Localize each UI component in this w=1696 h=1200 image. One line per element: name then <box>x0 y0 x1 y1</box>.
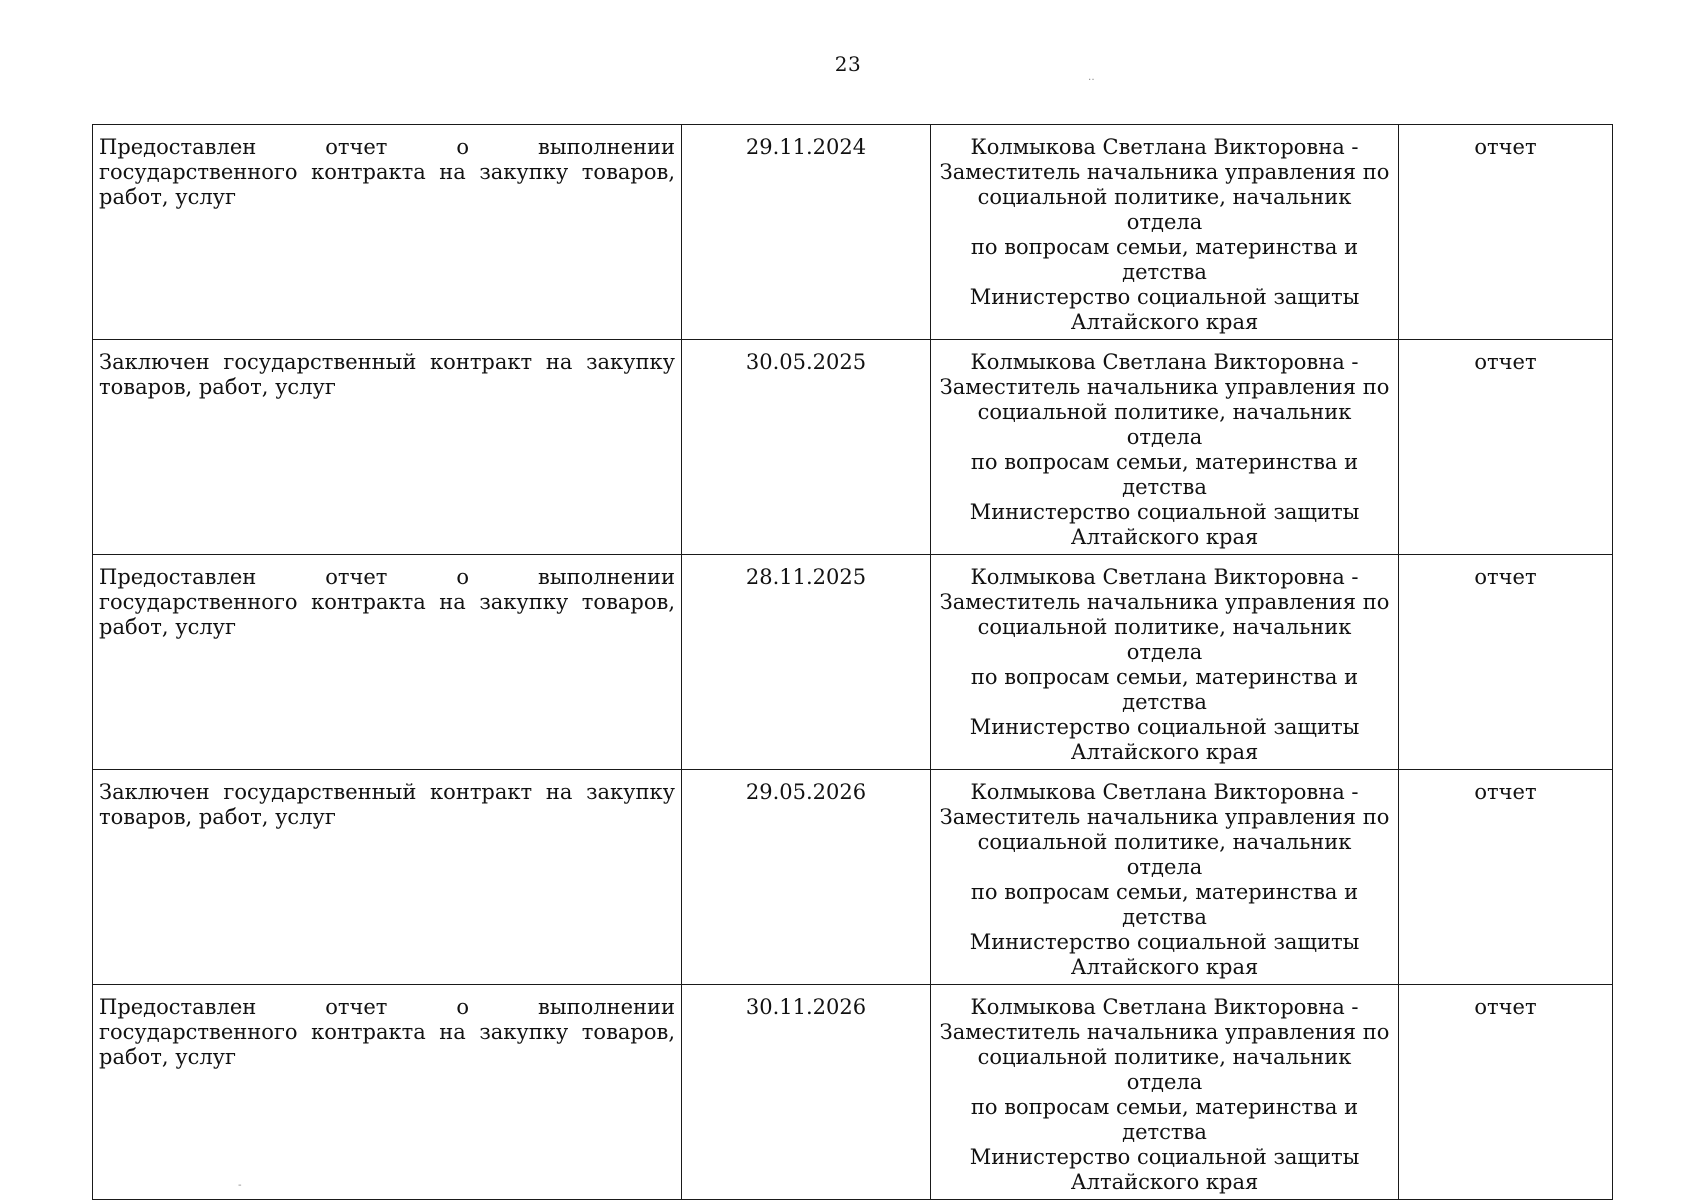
responsible-line: детства <box>1122 1120 1207 1144</box>
date-cell: 29.05.2026 <box>682 770 931 985</box>
responsible-cell <box>931 125 1399 340</box>
responsible-line: социальной политике, начальник отдела <box>977 185 1352 234</box>
responsible-line: Колмыкова Светлана Викторовна - <box>970 565 1359 589</box>
responsible-line: Алтайского края <box>1070 740 1259 764</box>
responsible-line: Министерство социальной защиты <box>969 930 1360 954</box>
date-cell: 30.05.2025 <box>682 340 931 555</box>
table-row <box>93 770 1613 985</box>
responsible-line: Министерство социальной защиты <box>969 715 1360 739</box>
responsible-line: Министерство социальной защиты <box>969 285 1360 309</box>
responsible-line: Заместитель начальника управления по <box>939 1020 1390 1044</box>
responsible-line: социальной политике, начальник отдела <box>977 1045 1352 1094</box>
table-row <box>93 555 1613 770</box>
event-cell: Заключен государственный контракт на закупку товаров, работ, услуг <box>93 340 682 555</box>
responsible-line: социальной политике, начальник отдела <box>977 400 1352 449</box>
responsible-line: Алтайского края <box>1070 955 1259 979</box>
document-type-cell: отчет <box>1399 555 1613 770</box>
responsible-line: детства <box>1122 475 1207 499</box>
document-type-cell: отчет <box>1399 770 1613 985</box>
responsible-line: по вопросам семьи, материнства и <box>970 665 1359 689</box>
document-type-cell: отчет <box>1399 125 1613 340</box>
responsible-line: детства <box>1122 260 1207 284</box>
responsible-line: Заместитель начальника управления по <box>939 590 1390 614</box>
date-cell: 29.11.2024 <box>682 125 931 340</box>
responsible-line: Колмыкова Светлана Викторовна - <box>970 135 1359 159</box>
control-points-table <box>92 124 1613 1200</box>
responsible-line: по вопросам семьи, материнства и <box>970 450 1359 474</box>
responsible-line: по вопросам семьи, материнства и <box>970 1095 1359 1119</box>
responsible-cell <box>931 555 1399 770</box>
responsible-line: детства <box>1122 905 1207 929</box>
responsible-line: Министерство социальной защиты <box>969 1145 1360 1169</box>
table-row <box>93 340 1613 555</box>
responsible-line: Алтайского края <box>1070 525 1259 549</box>
responsible-line: Колмыкова Светлана Викторовна - <box>970 780 1359 804</box>
responsible-line: по вопросам семьи, материнства и <box>970 235 1359 259</box>
event-cell: Предоставлен отчет о выполнении государственного контракта на закупку товаров, работ, услуг <box>93 985 682 1200</box>
date-cell: 30.11.2026 <box>682 985 931 1200</box>
responsible-line: Заместитель начальника управления по <box>939 375 1390 399</box>
responsible-line: детства <box>1122 690 1207 714</box>
responsible-cell <box>931 770 1399 985</box>
document-type-cell: отчет <box>1399 985 1613 1200</box>
responsible-line: Алтайского края <box>1070 1170 1259 1194</box>
scan-artifact: ‥ <box>1088 72 1095 83</box>
responsible-line: Заместитель начальника управления по <box>939 160 1390 184</box>
scan-artifact: ‐ <box>238 1180 242 1191</box>
event-cell: Заключен государственный контракт на закупку товаров, работ, услуг <box>93 770 682 985</box>
responsible-line: Колмыкова Светлана Викторовна - <box>970 350 1359 374</box>
date-cell: 28.11.2025 <box>682 555 931 770</box>
responsible-line: по вопросам семьи, материнства и <box>970 880 1359 904</box>
document-type-cell: отчет <box>1399 340 1613 555</box>
responsible-line: Колмыкова Светлана Викторовна - <box>970 995 1359 1019</box>
event-cell: Предоставлен отчет о выполнении государственного контракта на закупку товаров, работ, услуг <box>93 555 682 770</box>
responsible-line: Заместитель начальника управления по <box>939 805 1390 829</box>
responsible-cell <box>931 985 1399 1200</box>
page-number: 23 <box>834 52 862 76</box>
event-cell: Предоставлен отчет о выполнении государственного контракта на закупку товаров, работ, услуг <box>93 125 682 340</box>
responsible-cell <box>931 340 1399 555</box>
responsible-line: Алтайского края <box>1070 310 1259 334</box>
table-row <box>93 125 1613 340</box>
responsible-line: Министерство социальной защиты <box>969 500 1360 524</box>
responsible-line: социальной политике, начальник отдела <box>977 830 1352 879</box>
table-row <box>93 985 1613 1200</box>
responsible-line: социальной политике, начальник отдела <box>977 615 1352 664</box>
